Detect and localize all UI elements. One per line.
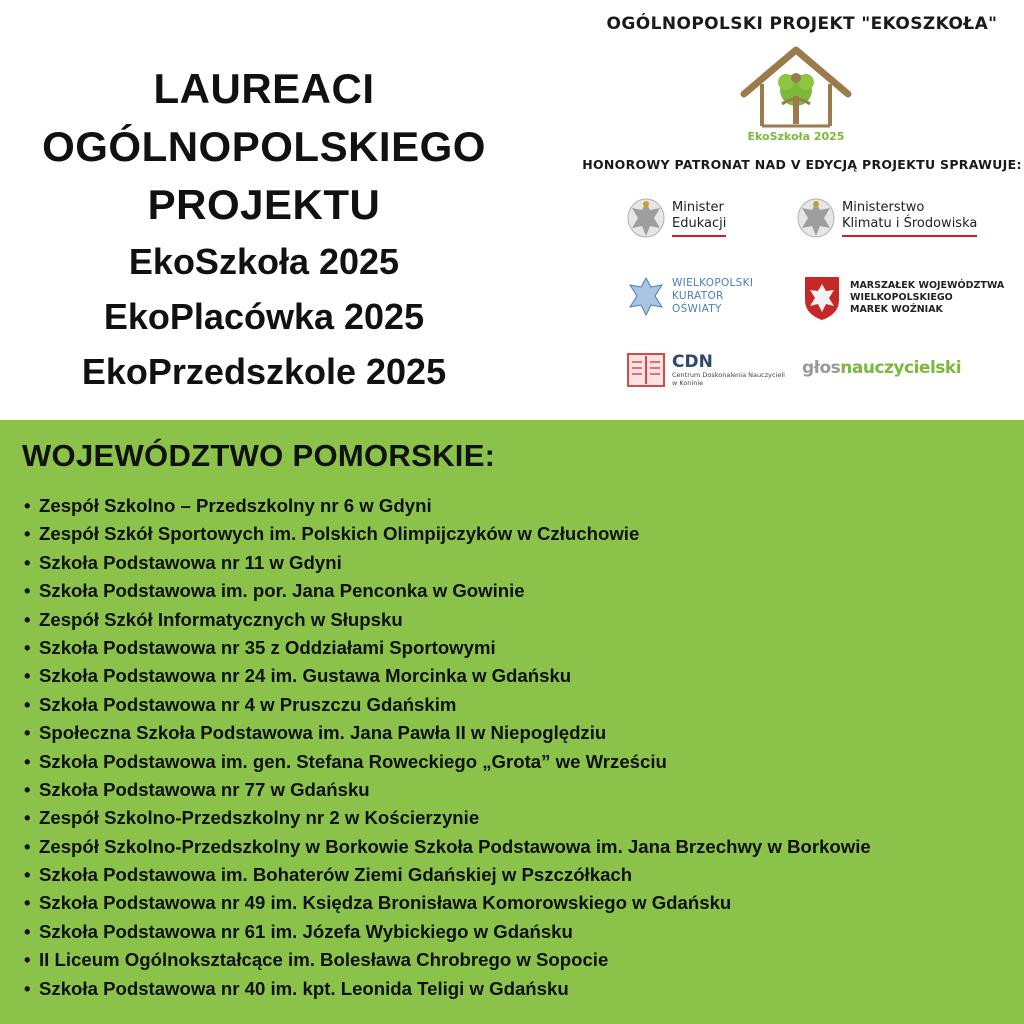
bullet: • xyxy=(24,750,31,772)
list-item xyxy=(24,691,1014,719)
partner-line: KURATOR xyxy=(672,289,724,302)
bullet: • xyxy=(24,807,31,829)
patronat-heading: HONOROWY PATRONAT NAD V EDYCJĄ PROJEKTU SPRAWUJE: xyxy=(582,157,1022,172)
bullet: • xyxy=(24,977,31,999)
bullet: • xyxy=(24,580,31,602)
bullet: • xyxy=(24,949,31,971)
list-item xyxy=(24,918,1014,946)
list-item xyxy=(24,889,1014,917)
partner-kurator-oswiaty xyxy=(626,274,753,318)
bullet: • xyxy=(24,608,31,630)
school-name: Społeczna Szkoła Podstawowa im. Jana Pawła II w Niepoględziu xyxy=(39,722,607,744)
glos-logo-part: nauczycielski xyxy=(840,358,962,378)
school-name: Szkoła Podstawowa nr 77 w Gdańsku xyxy=(39,778,370,800)
bullet: • xyxy=(24,665,31,687)
list-item xyxy=(24,946,1014,974)
shield-emblem-icon xyxy=(802,274,842,322)
title-line: LAUREACI xyxy=(153,65,375,112)
list-item xyxy=(24,492,1014,520)
eagle-emblem-icon xyxy=(626,196,666,240)
list-item xyxy=(24,776,1014,804)
list-item xyxy=(24,606,1014,634)
list-item xyxy=(24,549,1014,577)
laureates-section xyxy=(0,420,1024,1024)
house-tree-icon xyxy=(738,42,854,132)
partner-line: MARSZAŁEK WOJEWÓDZTWA xyxy=(850,280,1005,291)
bullet: • xyxy=(24,864,31,886)
list-item xyxy=(24,833,1014,861)
list-item xyxy=(24,520,1014,548)
partner-line: WIELKOPOLSKIEGO xyxy=(850,292,953,303)
project-title: OGÓLNOPOLSKI PROJEKT "EKOSZKOŁA" xyxy=(606,14,998,34)
list-item xyxy=(24,804,1014,832)
school-name: Szkoła Podstawowa nr 24 im. Gustawa Morcinka w Gdańsku xyxy=(39,665,572,687)
bullet: • xyxy=(24,495,31,516)
list-item xyxy=(24,634,1014,662)
school-list xyxy=(24,492,1014,1003)
bullet: • xyxy=(24,920,31,942)
edition-line: EkoPrzedszkole 2025 xyxy=(81,351,447,392)
list-item xyxy=(24,577,1014,605)
partner-line: Ministerstwo xyxy=(842,199,925,215)
cdn-title: CDN xyxy=(672,352,713,372)
partner-marszalek xyxy=(802,274,1004,322)
eagle-emblem-icon xyxy=(626,274,666,318)
school-name: Szkoła Podstawowa nr 49 im. Księdza Bronisława Komorowskiego w Gdańsku xyxy=(39,892,732,914)
school-name: Zespół Szkolno – Przedszkolny nr 6 w Gdyni xyxy=(39,495,432,516)
region-heading: WOJEWÓDZTWO POMORSKIE: xyxy=(22,438,496,473)
bullet: • xyxy=(24,835,31,857)
logo-caption: EkoSzkoła 2025 xyxy=(747,130,845,143)
school-name: Zespół Szkół Sportowych im. Polskich Olimpijczyków w Człuchowie xyxy=(39,523,640,545)
partner-glos-nauczycielski xyxy=(802,358,961,378)
school-name: Zespół Szkolno-Przedszkolny w Borkowie Szkoła Podstawowa im. Jana Brzechwy w Borkowie xyxy=(39,835,871,857)
school-name: Szkoła Podstawowa nr 4 w Pruszczu Gdańskim xyxy=(39,693,457,715)
list-item xyxy=(24,662,1014,690)
school-name: II Liceum Ogólnokształcące im. Bolesława Chrobrego w Sopocie xyxy=(39,949,609,971)
school-name: Szkoła Podstawowa nr 61 im. Józefa Wybickiego w Gdańsku xyxy=(39,920,573,942)
edition-line: EkoPlacówka 2025 xyxy=(103,296,425,337)
book-icon xyxy=(626,350,666,390)
school-name: Szkoła Podstawowa nr 40 im. kpt. Leonida Teligi w Gdańsku xyxy=(39,977,569,999)
main-title xyxy=(0,60,528,399)
ekoszkola-logo xyxy=(738,42,854,146)
glos-logo-part: głos xyxy=(802,358,841,378)
cdn-subtitle: w Koninie xyxy=(672,379,704,387)
partner-line: WIELKOPOLSKI xyxy=(672,276,754,289)
bullet: • xyxy=(24,722,31,744)
bullet: • xyxy=(24,636,31,658)
school-name: Zespół Szkolno-Przedszkolny nr 2 w Kościerzynie xyxy=(39,807,480,829)
list-item xyxy=(24,719,1014,747)
school-name: Szkoła Podstawowa im. gen. Stefana Roweckiego „Grota” we Wrześciu xyxy=(39,750,667,772)
bullet: • xyxy=(24,892,31,914)
partner-line: MAREK WOŹNIAK xyxy=(850,304,943,315)
list-item xyxy=(24,861,1014,889)
title-line: PROJEKTU xyxy=(147,181,381,228)
school-name: Zespół Szkół Informatycznych w Słupsku xyxy=(39,608,403,630)
bullet: • xyxy=(24,551,31,573)
list-item xyxy=(24,748,1014,776)
school-name: Szkoła Podstawowa im. por. Jana Penconka w Gowinie xyxy=(39,580,525,602)
partner-minister-edukacji xyxy=(626,196,726,240)
list-item xyxy=(24,975,1014,1003)
cdn-subtitle: Centrum Doskonalenia Nauczycieli xyxy=(672,371,785,379)
partner-line: OŚWIATY xyxy=(672,302,722,315)
header-section xyxy=(0,0,1024,420)
bullet: • xyxy=(24,523,31,545)
eagle-emblem-icon xyxy=(796,196,836,240)
partner-ministerstwo-klimatu xyxy=(796,196,977,240)
partner-line: Edukacji xyxy=(672,215,727,231)
school-name: Szkoła Podstawowa nr 11 w Gdyni xyxy=(39,551,342,573)
school-name: Szkoła Podstawowa nr 35 z Oddziałami Sportowymi xyxy=(39,636,496,658)
title-line: OGÓLNOPOLSKIEGO xyxy=(42,123,486,170)
school-name: Szkoła Podstawowa im. Bohaterów Ziemi Gdańskiej w Pszczółkach xyxy=(39,864,633,886)
bullet: • xyxy=(24,778,31,800)
partner-line: Klimatu i Środowiska xyxy=(842,215,978,231)
sponsors-panel xyxy=(580,0,1024,420)
partner-cdn xyxy=(626,350,785,390)
edition-line: EkoSzkoła 2025 xyxy=(128,241,400,282)
partner-line: Minister xyxy=(672,199,724,215)
bullet: • xyxy=(24,693,31,715)
